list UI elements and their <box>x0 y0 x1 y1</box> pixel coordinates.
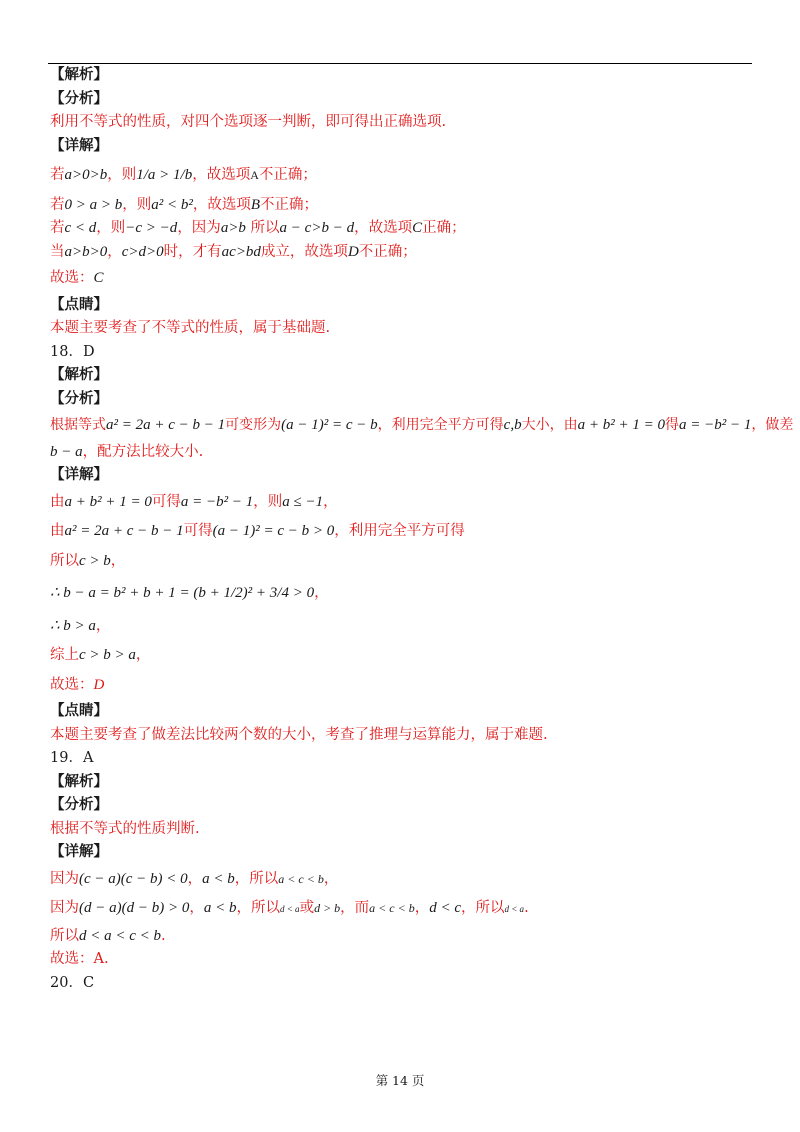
text-segment: ， <box>189 900 204 916</box>
math-expression: a ≤ −1 <box>282 493 324 510</box>
math-expression: c>d>0 <box>121 243 164 260</box>
math-expression: D <box>347 243 359 260</box>
text-segment: 若 <box>50 196 65 213</box>
text-segment: 所以 <box>50 552 79 569</box>
q18-fenxi-line2 <box>50 443 750 461</box>
text-segment: 由 <box>50 523 65 539</box>
q19-detail-line1 <box>50 867 750 891</box>
text-segment: 故选： <box>50 270 94 286</box>
math-expression: a − c>b − d <box>279 220 355 236</box>
math-expression: a < b <box>203 900 237 916</box>
text-segment: ，因为 <box>177 220 221 236</box>
math-expression: a>b <box>220 220 246 236</box>
math-expression: D <box>93 676 105 693</box>
q18-fenxi-line1 <box>50 413 794 437</box>
q18-fenxi-heading: 【分析】 <box>50 389 108 407</box>
text-segment: ，则 <box>122 196 152 213</box>
text-segment: ，故选项 <box>192 196 251 213</box>
math-expression: d < a <box>279 904 300 914</box>
text-segment: ， <box>110 552 126 569</box>
text-segment: ，故选项 <box>192 167 251 183</box>
math-expression: ∴ b − a = b² + b + 1 = (b + 1/2)² + 3/4 > 0 <box>50 585 315 601</box>
q18-xiangjie-heading: 【详解】 <box>50 466 108 483</box>
q18-detail-line5 <box>50 614 750 638</box>
text-segment: ， <box>187 870 203 887</box>
text-segment: 可得 <box>183 523 213 539</box>
text-segment: ， <box>323 493 338 510</box>
text-segment: ，配方法比较大小. <box>82 443 204 460</box>
math-expression: C <box>93 270 104 286</box>
math-expression: b − a <box>50 443 83 460</box>
math-expression: d < c <box>429 900 461 916</box>
q17-xiangjie-heading: 【详解】 <box>50 136 108 154</box>
q17-fenxi-text: 利用不等式的性质，对四个选项逐一判断，即可得出正确选项. <box>50 114 447 130</box>
q19-detail-line2 <box>50 896 750 921</box>
text-segment: ，利用完全平方可得 <box>334 523 465 539</box>
text-segment: 若 <box>50 167 65 183</box>
text-segment: 正确； <box>422 220 466 236</box>
q20-number: 20．C <box>50 974 95 991</box>
math-expression: (c − a)(c − b) < 0 <box>79 870 188 887</box>
math-expression: 0 > a > b <box>64 196 123 213</box>
q18-jiexi-heading: 【解析】 <box>50 366 108 383</box>
math-expression: a < c < b <box>369 901 415 915</box>
text-segment: 得 <box>664 417 679 433</box>
text-segment: ，而 <box>340 900 370 916</box>
text-segment: ，所以 <box>234 870 279 887</box>
math-expression: ac>bd <box>221 243 261 260</box>
text-segment: 综上 <box>50 647 79 663</box>
text-segment: 不正确； <box>260 196 319 213</box>
q17-option-c-line <box>50 219 750 237</box>
text-segment: . <box>524 900 529 916</box>
text-segment: 成立，故选项 <box>260 243 348 260</box>
top-rule <box>48 63 752 64</box>
text-segment: ，做差 <box>751 417 794 433</box>
math-expression: a + b² + 1 = 0 <box>64 493 152 510</box>
text-segment: ，故选项 <box>354 220 413 236</box>
q18-answer-line <box>50 673 750 697</box>
q18-detail-line1 <box>50 490 750 514</box>
q19-jiexi-heading: 【解析】 <box>50 772 108 790</box>
q17-jiexi-heading: 【解析】 <box>50 66 108 83</box>
text-segment: 当 <box>50 243 65 260</box>
math-expression: B <box>250 196 261 213</box>
text-segment: ， <box>314 585 329 601</box>
math-expression: a < c < b <box>278 871 324 886</box>
math-expression: (d − a)(d − b) > 0 <box>79 900 190 916</box>
math-expression: a < b <box>202 870 235 887</box>
text-segment: 根据等式 <box>50 417 106 433</box>
text-segment: 可变形为 <box>225 417 282 433</box>
text-segment: 故选： <box>50 676 94 693</box>
q17-option-d-line <box>50 243 750 261</box>
math-expression: a>b>0 <box>64 243 108 260</box>
text-segment: ， <box>107 243 122 260</box>
text-segment: 所以 <box>245 220 280 236</box>
text-segment: ， <box>95 617 111 634</box>
q18-detail-line3 <box>50 549 750 573</box>
math-expression: d < a <box>504 904 525 914</box>
q18-detail-line2 <box>50 519 750 543</box>
q18-dianjing-heading: 【点睛】 <box>50 702 108 719</box>
math-expression: C <box>412 220 423 236</box>
math-expression: ∴ b > a <box>50 617 96 634</box>
q19-xiangjie-heading: 【详解】 <box>50 843 108 860</box>
text-segment: 因为 <box>50 870 79 887</box>
q17-dianjing-text: 本题主要考查了不等式的性质，属于基础题. <box>50 320 331 336</box>
math-expression: a² < b² <box>151 196 193 213</box>
q19-number: 19．A <box>50 750 94 766</box>
text-segment: 大小，由 <box>521 417 578 433</box>
text-segment: 由 <box>50 493 65 510</box>
text-segment: ，所以 <box>236 900 280 916</box>
text-segment: 若 <box>50 220 65 236</box>
text-segment: . <box>161 927 166 944</box>
q17-option-a-line <box>50 160 750 190</box>
math-expression: a = −b² − 1 <box>180 493 254 510</box>
q17-option-b-line <box>50 196 750 214</box>
q18-detail-line4 <box>50 578 750 608</box>
text-segment: ，则 <box>253 493 283 510</box>
q17-dianjing-heading: 【点睛】 <box>50 295 108 313</box>
q19-answer-line: 故选：A. <box>50 951 109 967</box>
page-footer: 第 14 页 <box>375 1073 425 1088</box>
math-expression: c > b > a <box>79 647 136 663</box>
math-expression: a + b² + 1 = 0 <box>577 417 665 433</box>
math-expression: c,b <box>503 417 522 433</box>
q18-detail-line6 <box>50 643 750 667</box>
text-segment: 可得 <box>151 493 181 510</box>
text-segment: 不正确； <box>358 243 417 260</box>
q17-fenxi-heading: 【分析】 <box>50 89 108 107</box>
text-segment: ， <box>414 900 430 916</box>
math-expression: (a − 1)² = c − b > 0 <box>212 523 335 539</box>
q18-dianjing-text: 本题主要考查了做差法比较两个数的大小，考查了推理与运算能力，属于难题. <box>50 726 548 743</box>
text-segment: ，则 <box>107 167 137 183</box>
text-segment: ，利用完全平方可得 <box>377 417 504 433</box>
math-expression: d < a < c < b <box>79 927 162 944</box>
text-segment: ， <box>135 647 151 663</box>
math-expression: (a − 1)² = c − b <box>281 417 378 433</box>
text-segment: ，则 <box>96 220 126 236</box>
math-expression: a = −b² − 1 <box>678 417 752 433</box>
text-segment: 因为 <box>50 900 79 916</box>
math-expression: a>0>b <box>64 167 108 183</box>
q19-detail-line3 <box>50 927 750 945</box>
math-expression: 1/a > 1/b <box>136 167 193 183</box>
math-expression: a² = 2a + c − b − 1 <box>106 417 226 433</box>
text-segment: 所以 <box>50 927 79 944</box>
page-content <box>50 66 794 997</box>
math-expression: −c > −d <box>125 220 178 236</box>
math-expression: d > b <box>314 901 341 915</box>
text-segment: 或 <box>299 900 315 916</box>
text-segment: ，所以 <box>460 900 505 916</box>
q19-fenxi-text: 根据不等式的性质判断. <box>50 820 200 837</box>
math-expression: c > b <box>79 552 111 569</box>
q19-fenxi-heading: 【分析】 <box>50 796 108 813</box>
q18-number: 18．D <box>50 343 95 360</box>
math-expression: A <box>250 168 259 182</box>
math-expression: c < d <box>64 220 97 236</box>
text-segment: ， <box>323 870 339 887</box>
q17-answer-line <box>50 266 750 290</box>
text-segment: 不正确； <box>258 167 317 183</box>
text-segment: 时，才有 <box>163 243 222 260</box>
math-expression: a² = 2a + c − b − 1 <box>64 523 184 539</box>
